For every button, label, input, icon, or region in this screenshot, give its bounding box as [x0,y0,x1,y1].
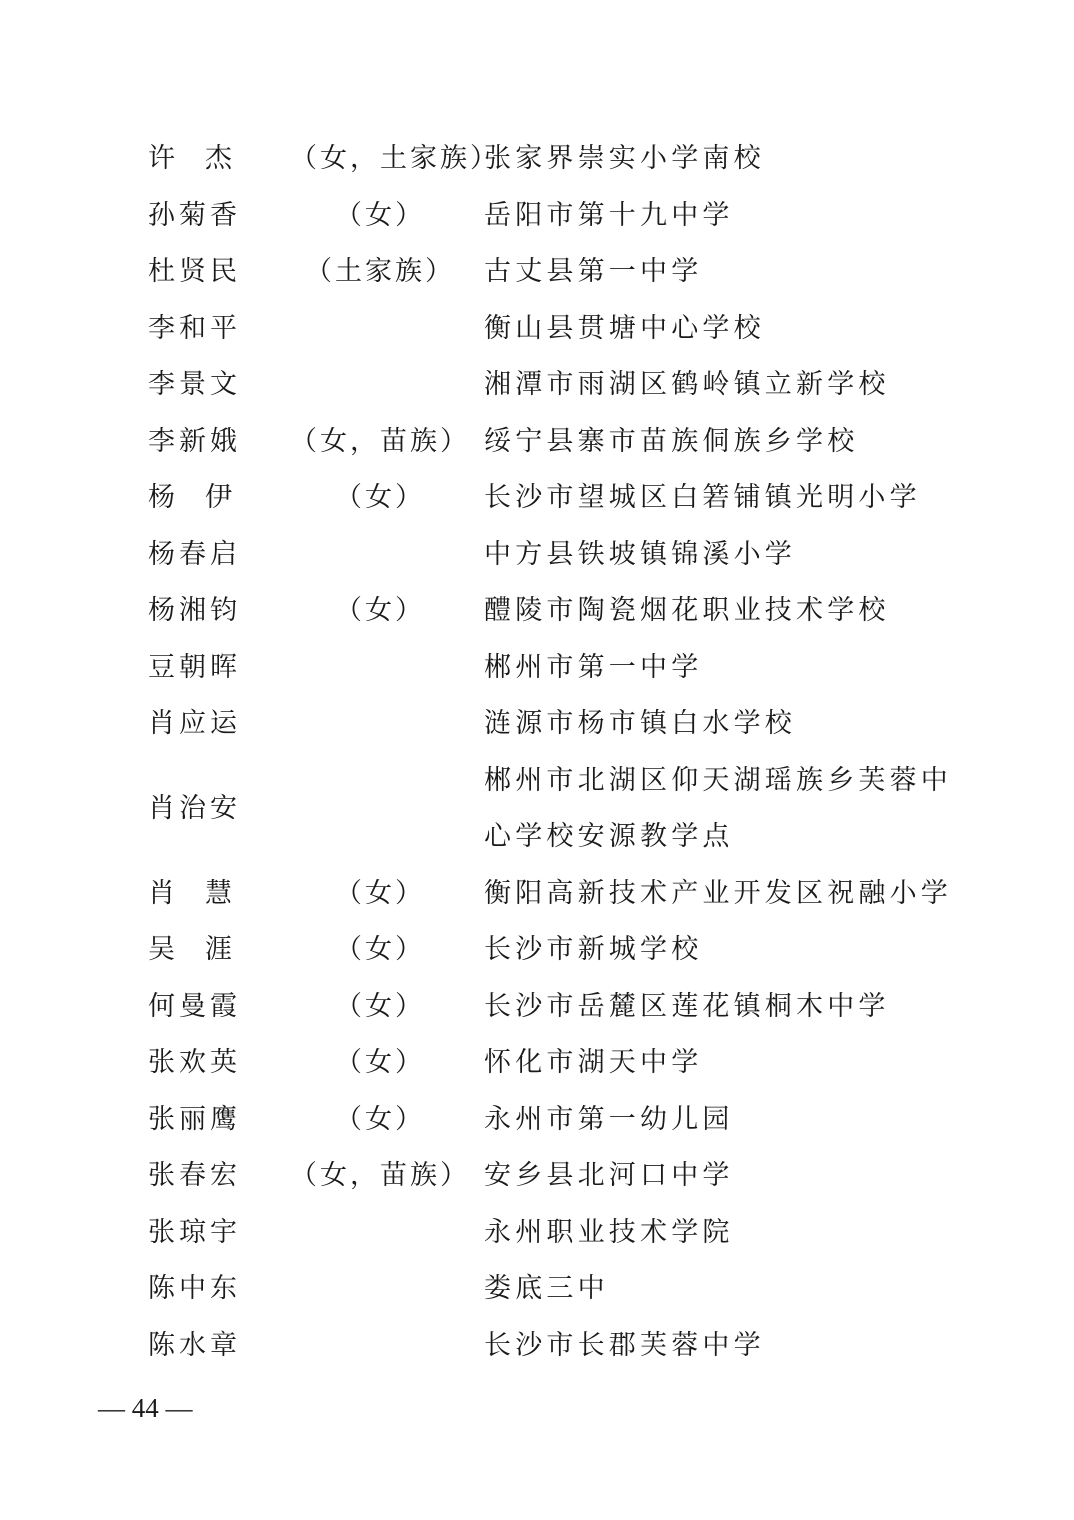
person-note: （女） [335,482,425,513]
list-item [0,640,1074,697]
list-item [0,244,1074,301]
person-name: 杜贤民 [148,256,241,287]
list-item [0,866,1074,923]
person-name: 肖慧 [148,877,232,909]
list-item [0,922,1074,979]
person-note [290,1261,470,1318]
person-note [290,1205,470,1262]
person-name: 李和平 [148,312,241,344]
person-name: 李新娥 [148,425,241,457]
person-organization: 娄底三中 [484,1273,609,1304]
person-organization: 怀化市湖天中学 [484,1047,703,1078]
list-item [0,1205,1074,1262]
person-note: （土家族） [305,256,455,287]
list-item [0,1035,1074,1092]
person-note [290,640,470,697]
person-organization: 安乡县北河口中学 [484,1160,734,1191]
person-name: 肖应运 [148,708,241,739]
list-item [0,583,1074,640]
person-note: （女） [335,595,425,626]
person-name: 张欢英 [148,1047,241,1078]
list-item [0,1318,1074,1375]
person-organization: 古丈县第一中学 [484,256,703,287]
person-name: 杨伊 [148,482,232,513]
person-organization: 长沙市新城学校 [484,934,703,965]
person-name: 张琼宇 [148,1216,241,1248]
list-item [0,1148,1074,1205]
person-name: 孙菊香 [148,199,241,231]
person-organization: 郴州市北湖区仰天湖瑶族乡芙蓉中心学校安源教学点 [484,764,952,852]
list-item [0,414,1074,471]
person-organization: 衡山县贯塘中心学校 [484,312,765,344]
person-name: 杨春启 [148,538,241,570]
person-organization: 长沙市岳麓区莲花镇桐木中学 [484,990,890,1022]
person-note: （女，苗族） [290,1160,470,1191]
list-item [0,131,1074,188]
list-item [0,979,1074,1036]
person-name: 李景文 [148,369,241,400]
person-organization: 岳阳市第十九中学 [484,199,734,231]
name-list [0,131,1074,1374]
person-note [290,301,470,358]
person-organization: 绥宁县寨市苗族侗族乡学校 [484,425,859,457]
person-organization: 衡阳高新技术产业开发区祝融小学 [484,877,952,909]
person-note: （女） [335,934,425,965]
person-organization: 涟源市杨市镇白水学校 [484,708,796,739]
person-note [290,527,470,584]
person-name: 杨湘钧 [148,595,241,626]
person-organization: 郴州市第一中学 [484,651,703,683]
person-organization: 永州职业技术学院 [484,1216,734,1248]
person-note: （女） [335,1103,425,1135]
person-organization: 湘潭市雨湖区鹤岭镇立新学校 [484,369,890,400]
person-note [290,357,470,414]
person-note [290,1318,470,1375]
list-item [0,470,1074,527]
person-note: （女，土家族） [290,143,500,174]
person-note [290,753,470,810]
person-organization: 永州市第一幼儿园 [484,1103,734,1135]
person-name: 吴涯 [148,934,232,965]
list-item [0,188,1074,245]
list-item [0,527,1074,584]
page-number: — 44 — [98,1393,193,1423]
person-name: 陈水章 [148,1329,241,1361]
person-organization: 中方县铁坡镇锦溪小学 [484,538,796,570]
list-item [0,357,1074,414]
person-name: 陈中东 [148,1273,241,1304]
person-note [290,696,470,753]
person-name: 张丽鹰 [148,1103,241,1135]
person-name: 何曼霞 [148,990,241,1022]
person-organization: 长沙市望城区白箬铺镇光明小学 [484,482,921,513]
person-note: （女） [335,877,425,909]
person-organization: 醴陵市陶瓷烟花职业技术学校 [484,595,890,626]
list-item [0,753,1074,866]
list-item [0,301,1074,358]
person-note: （女） [335,1047,425,1078]
person-organization: 长沙市长郡芙蓉中学 [484,1329,765,1361]
list-item [0,1261,1074,1318]
person-name: 许杰 [148,143,232,174]
list-item [0,1092,1074,1149]
person-name: 张春宏 [148,1160,241,1191]
list-item [0,696,1074,753]
person-name: 豆朝晖 [148,651,241,683]
person-note: （女，苗族） [290,425,470,457]
person-organization: 张家界崇实小学南校 [484,143,765,174]
person-name: 肖治安 [148,792,241,824]
person-note: （女） [335,199,425,231]
person-note: （女） [335,990,425,1022]
